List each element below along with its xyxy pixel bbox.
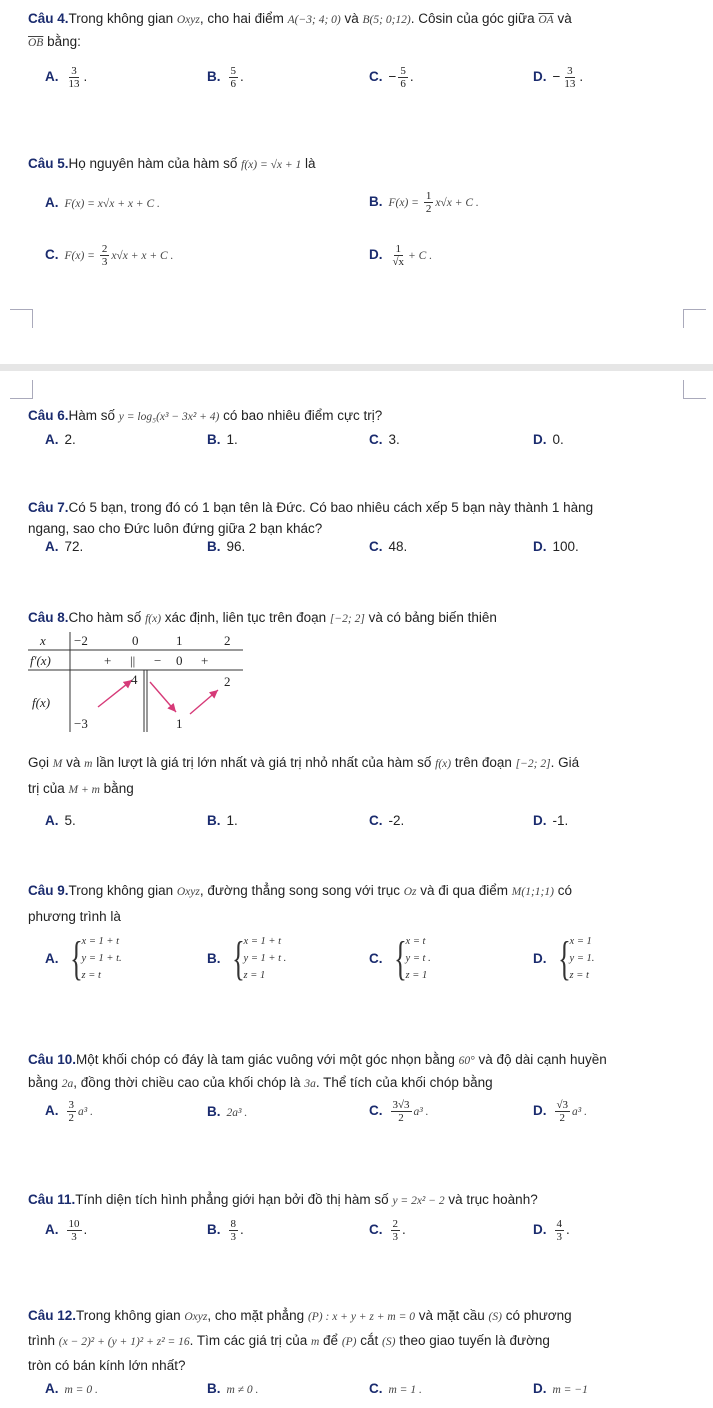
vt-x-value: 0 xyxy=(132,633,139,648)
question-10: Câu 10.Một khối chóp có đáy là tam giác vuông với một góc nhọn bằng 60° và độ dài cạnh huyền bằng 2a, đồng thời chiều cao của khối chóp là 3a. Thể tích của khối chóp bằng xyxy=(28,1052,607,1090)
vt-f-value: 4 xyxy=(131,672,138,687)
question-7: Câu 7.Có 5 bạn, trong đó có 1 bạn tên là Đức. Có bao nhiêu cách xếp 5 bạn này thành 1 hàng ngang, sao cho Đức luôn đứng giữa 2 bạn khác? xyxy=(28,500,594,536)
page-corner-mark xyxy=(683,380,706,399)
q4-option-b[interactable]: B. $\frac{5}{6}$ . xyxy=(207,65,244,90)
page-break-divider xyxy=(0,364,713,371)
q5-option-c[interactable]: C. F(x) = $\frac{2}{3}$ x√x + x + C . xyxy=(45,243,174,268)
q6-option-c[interactable]: C. 3. xyxy=(369,432,400,447)
question-8-continued: Gọi M và m lần lượt là giá trị lớn nhất và giá trị nhỏ nhất của hàm số f(x) trên đoạn [−2; 2]. Giá trị của M + m bằng xyxy=(28,755,580,796)
q11-option-c[interactable]: C. $\frac{2}{3}$ . xyxy=(369,1218,406,1243)
q6-option-a[interactable]: A. 2. xyxy=(45,432,76,447)
increase-arrow xyxy=(98,680,132,707)
q8-option-b[interactable]: B. 1. xyxy=(207,813,238,828)
q7-option-c[interactable]: C. 48. xyxy=(369,539,408,554)
vt-sign: − xyxy=(154,653,162,668)
question-12: Câu 12.Trong không gian Oxyz, cho mặt phẳng (P) : x + y + z + m = 0 và mặt cầu (S) có phương trình (x − 2)² + (y + 1)² + z² = 16. Tìm các giá trị của m để (P) cắt (S) theo giao tuyến là đường tròn có bán kính lớn nhất? xyxy=(28,1308,572,1373)
decrease-arrow xyxy=(150,682,176,712)
question-4-stem-line2: $\overline{OB}$ bằng: xyxy=(28,34,81,49)
vt-x-value: 1 xyxy=(176,633,183,648)
q12-option-b[interactable]: B. m ≠ 0 . xyxy=(207,1381,259,1396)
variation-table xyxy=(28,632,248,732)
question-11: Câu 11.Tính diện tích hình phẳng giới hạn bởi đồ thị hàm số y = 2x² − 2 và trục hoành? xyxy=(28,1192,538,1207)
q4-option-d[interactable]: D. − $\frac{3}{13}$ . xyxy=(533,65,584,90)
vt-f-value: 1 xyxy=(176,716,183,731)
q10-option-c[interactable]: C. $\frac{3√3}{2}$ a³ . xyxy=(369,1099,429,1124)
vt-f-value: −3 xyxy=(74,716,88,731)
q6-option-d[interactable]: D. 0. xyxy=(533,432,564,447)
question-12-label: Câu 12. xyxy=(28,1308,77,1323)
vt-x-label: x xyxy=(40,633,46,648)
q7-option-d[interactable]: D. 100. xyxy=(533,539,579,554)
vt-x-value: −2 xyxy=(74,633,88,648)
q8-option-c[interactable]: C. -2. xyxy=(369,813,405,828)
question-6: Câu 6.Hàm số y = log₅(x³ − 3x² + 4) có bao nhiêu điểm cực trị? xyxy=(28,408,383,423)
increase-arrow xyxy=(190,690,218,714)
q8-option-a[interactable]: A. 5. xyxy=(45,813,76,828)
q5-option-b[interactable]: B. F(x) = $\frac{1}{2}$ x√x + C . xyxy=(369,190,479,215)
q4-option-c[interactable]: C. − $\frac{5}{6}$ . xyxy=(369,65,414,90)
question-10-label: Câu 10. xyxy=(28,1052,77,1067)
question-8: Câu 8.Cho hàm số f(x) xác định, liên tục trên đoạn [−2; 2] và có bảng biến thiên xyxy=(28,610,497,625)
q12-option-a[interactable]: A. m = 0 . xyxy=(45,1381,98,1396)
q8-option-d[interactable]: D. -1. xyxy=(533,813,569,828)
q5-option-a[interactable]: A. F(x) = x√x + x + C . xyxy=(45,195,160,210)
q7-option-a[interactable]: A. 72. xyxy=(45,539,84,554)
page-corner-mark xyxy=(10,309,33,328)
question-9: Câu 9.Trong không gian Oxyz, đường thẳng song song với trục Oz và đi qua điểm M(1;1;1) có phương trình là xyxy=(28,883,572,924)
vt-f-value: 2 xyxy=(224,674,231,689)
vt-f-label: f(x) xyxy=(32,695,51,710)
vector-ob: $\overline{OB}$ xyxy=(28,37,44,49)
q4-option-a[interactable]: A. $\frac{3}{13}$ . xyxy=(45,65,88,90)
question-6-label: Câu 6. xyxy=(28,408,69,423)
vt-sign: + xyxy=(104,653,112,668)
question-5-label: Câu 5. xyxy=(28,156,69,171)
question-4-label: Câu 4. xyxy=(28,11,69,26)
q11-option-d[interactable]: D. $\frac{4}{3}$ . xyxy=(533,1218,570,1243)
vt-x-value: 2 xyxy=(224,633,231,648)
q6-option-b[interactable]: B. 1. xyxy=(207,432,238,447)
question-5: Câu 5.Họ nguyên hàm của hàm số f(x) = √x + 1 là xyxy=(28,156,316,171)
vt-sign: + xyxy=(201,653,209,668)
q10-option-a[interactable]: A. $\frac{3}{2}$ a³ . xyxy=(45,1099,93,1124)
question-8-label: Câu 8. xyxy=(28,610,69,625)
page-corner-mark xyxy=(10,380,33,399)
q10-option-b[interactable]: B. 2a³ . xyxy=(207,1104,248,1119)
vt-fprime-label: f′(x) xyxy=(30,653,51,668)
q7-option-b[interactable]: B. 96. xyxy=(207,539,246,554)
q11-option-a[interactable]: A. $\frac{10}{3}$ . xyxy=(45,1218,88,1243)
question-4 xyxy=(28,8,695,54)
vt-sign: || xyxy=(130,653,136,668)
vector-oa: $\overline{OA}$ xyxy=(538,14,554,26)
question-11-label: Câu 11. xyxy=(28,1192,76,1207)
question-9-label: Câu 9. xyxy=(28,883,69,898)
q12-option-c[interactable]: C. m = 1 . xyxy=(369,1381,422,1396)
vt-sign: 0 xyxy=(176,653,183,668)
page-corner-mark xyxy=(683,309,706,328)
q9-option-b[interactable]: B. { x = 1 + t y = 1 + t . z = 1 xyxy=(207,931,287,985)
q10-option-d[interactable]: D. $\frac{√3}{2}$ a³ . xyxy=(533,1099,587,1124)
q11-option-b[interactable]: B. $\frac{8}{3}$ . xyxy=(207,1218,244,1243)
q5-option-d[interactable]: D. $\frac{1}{√x}$ + C . xyxy=(369,243,433,268)
question-4-stem: Câu 4.Trong không gian Oxyz, cho hai điểm A(−3; 4; 0) và B(5; 0;12). Côsin của góc giữa $\overline{OA}$ và xyxy=(28,11,572,26)
q12-option-d[interactable]: D. m = −1 xyxy=(533,1381,588,1396)
q9-option-d[interactable]: D. { x = 1 y = 1. z = t xyxy=(533,931,595,985)
q9-option-c[interactable]: C. { x = t y = t . z = 1 xyxy=(369,931,431,985)
q9-option-a[interactable]: A. { x = 1 + t y = 1 + t. z = t xyxy=(45,931,122,985)
question-7-label: Câu 7. xyxy=(28,500,69,515)
